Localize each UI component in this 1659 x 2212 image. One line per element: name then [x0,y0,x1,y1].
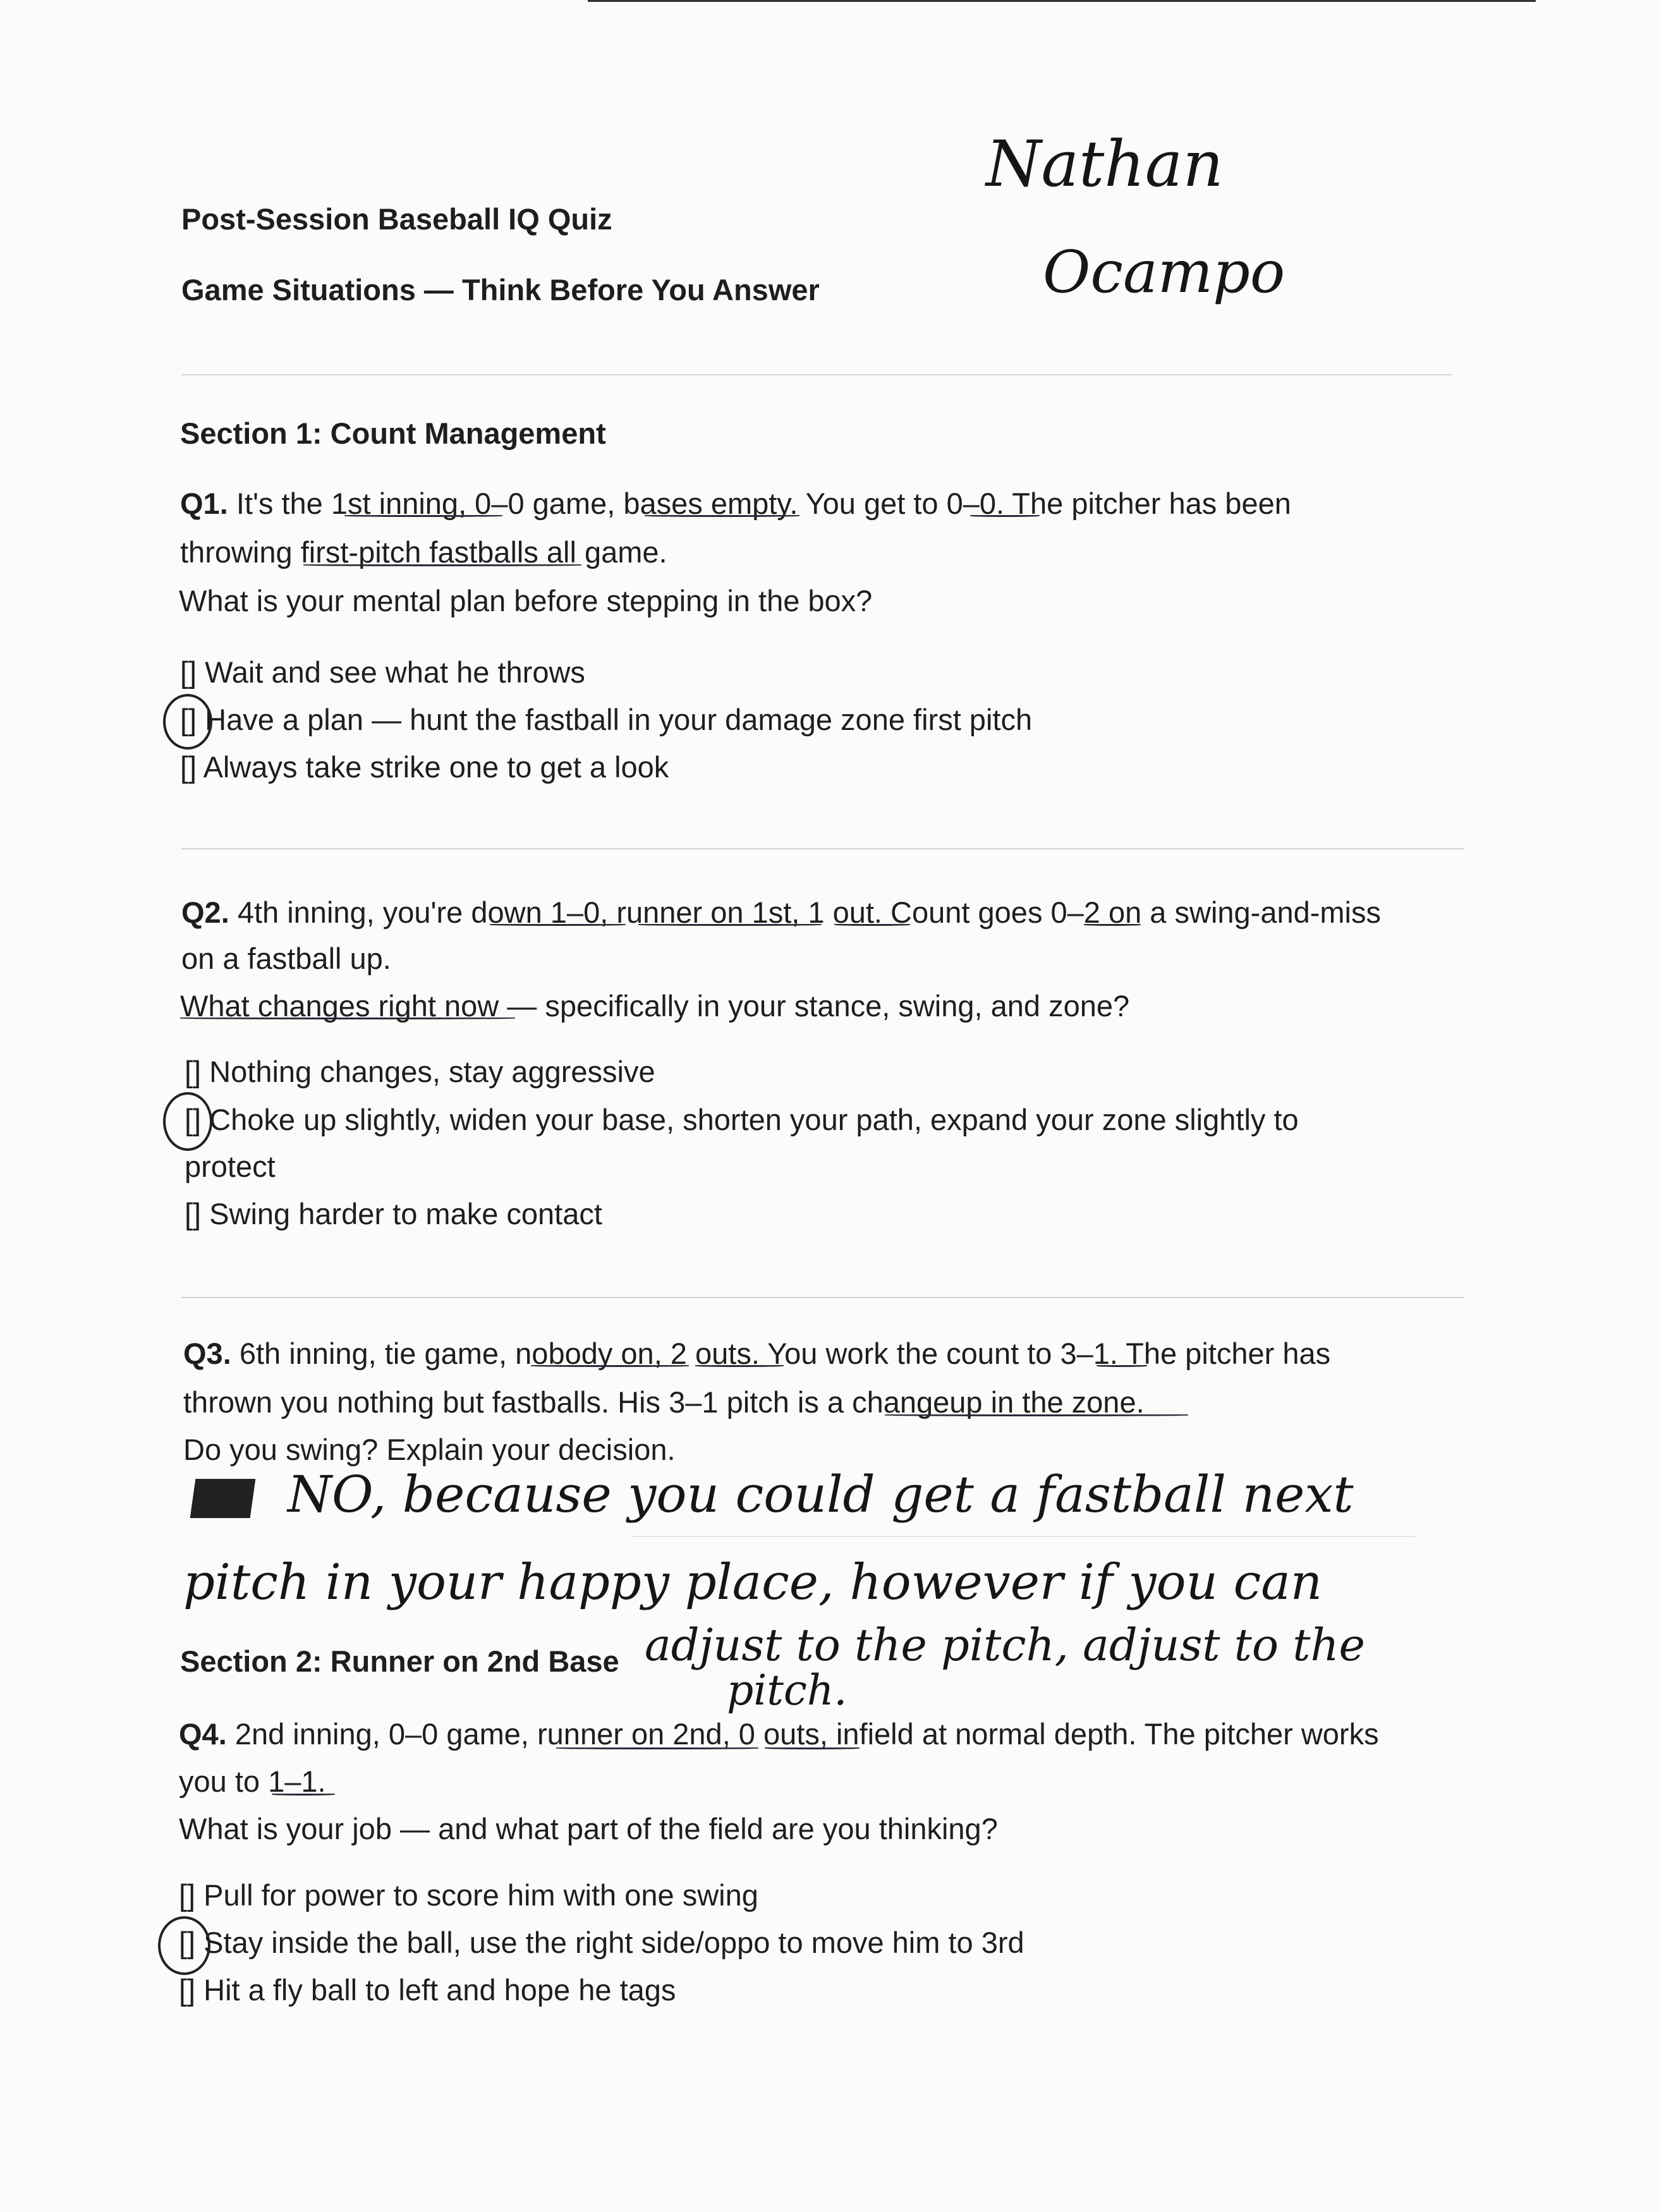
q3-text-line1: 6th inning, tie game, nobody on, 2 outs. You work the count to 3–1. The pitcher has [239,1337,1331,1370]
q4-option-3: [] Hit a fly ball to left and hope he tags [179,1973,676,2007]
q3-answer-line3: adjust to the pitch, adjust to the [645,1619,1365,1671]
q3-line1 [183,1339,1330,1368]
q2-line3: What changes right now — specifically in your stance, swing, and zone? [180,989,1130,1023]
q4-option-2: [] Stay inside the ball, use the right side/oppo to move him to 3rd [179,1926,1024,1959]
q2-option-2: [] Choke up slightly, widen your base, shorten your path, expand your zone slightly to [185,1103,1299,1136]
selection-circle-mark [158,1916,210,1975]
q1-line1 [180,489,1291,518]
q1-option-3: [] Always take strike one to get a look [180,750,669,784]
q3-number: Q3. [183,1337,231,1370]
underline-mark [765,1747,860,1749]
quiz-subtitle: Game Situations — Think Before You Answer [181,273,820,307]
scan-edge-line [588,0,1536,2]
underline-mark [834,924,910,926]
underline-mark [303,564,581,566]
student-name-first: Nathan [986,127,1224,201]
divider [181,1297,1464,1298]
q1-text-line1: It's the 1st inning, 0–0 game, bases empty. You get to 0–0. The pitcher has been [236,487,1291,520]
scribbled-out-mark [190,1479,256,1518]
q1-line3: What is your mental plan before stepping in the box? [179,584,873,617]
underline-mark [970,515,1040,517]
q2-number: Q2. [181,896,229,929]
quiz-title: Post-Session Baseball IQ Quiz [181,202,612,236]
underline-mark [344,515,502,517]
q1-option-1: [] Wait and see what he throws [180,655,585,689]
q3-line3: Do you swing? Explain your decision. [183,1433,676,1466]
student-name-last: Ocampo [1043,238,1285,306]
divider [181,848,1464,849]
q2-line1 [181,897,1381,927]
section-1-heading: Section 1: Count Management [180,416,606,450]
underline-mark [180,1018,515,1019]
q2-option-1: [] Nothing changes, stay aggressive [185,1055,655,1088]
q3-answer-line2: pitch in your happy place, however if you can [183,1554,1323,1611]
q4-line3: What is your job — and what part of the field are you thinking? [179,1812,998,1845]
q4-number: Q4. [179,1717,227,1751]
q2-line2: on a fastball up. [181,942,391,975]
q2-option-3: [] Swing harder to make contact [185,1197,602,1231]
q4-line1 [179,1719,1379,1749]
q1-number: Q1. [180,487,228,520]
underline-mark [490,924,626,926]
selection-circle-mark [163,694,212,750]
q2-text-line1: 4th inning, you're down 1–0, runner on 1st, 1 out. Count goes 0–2 on a swing-and-miss [237,896,1381,929]
answer-line [632,1536,1416,1537]
underline-mark [695,1365,784,1367]
q3-line2: thrown you nothing but fastballs. His 3–1 pitch is a changeup in the zone. [183,1385,1145,1419]
underline-mark [531,1365,689,1367]
underline-mark [645,515,799,517]
selection-circle-mark [163,1092,212,1151]
divider [181,374,1452,375]
q4-text-line1: 2nd inning, 0–0 game, runner on 2nd, 0 outs, infield at normal depth. The pitcher works [234,1717,1379,1751]
underline-mark [556,1747,758,1749]
underline-mark [272,1794,335,1796]
underline-mark [1097,1365,1147,1367]
underline-mark [1084,924,1141,926]
q1-option-2: [] Have a plan — hunt the fastball in your damage zone first pitch [180,703,1033,736]
underline-mark [638,924,822,926]
underline-mark [885,1414,1188,1416]
q4-line2: you to 1–1. [179,1765,326,1798]
q1-line2: throwing first-pitch fastballs all game. [180,535,667,569]
q2-option-2-cont: protect [185,1150,276,1183]
section-2-heading: Section 2: Runner on 2nd Base [180,1644,619,1678]
q3-answer-line1: NO, because you could get a fastball next [288,1465,1354,1524]
q4-option-1: [] Pull for power to score him with one swing [179,1878,758,1912]
q3-answer-line4: pitch. [727,1666,848,1715]
